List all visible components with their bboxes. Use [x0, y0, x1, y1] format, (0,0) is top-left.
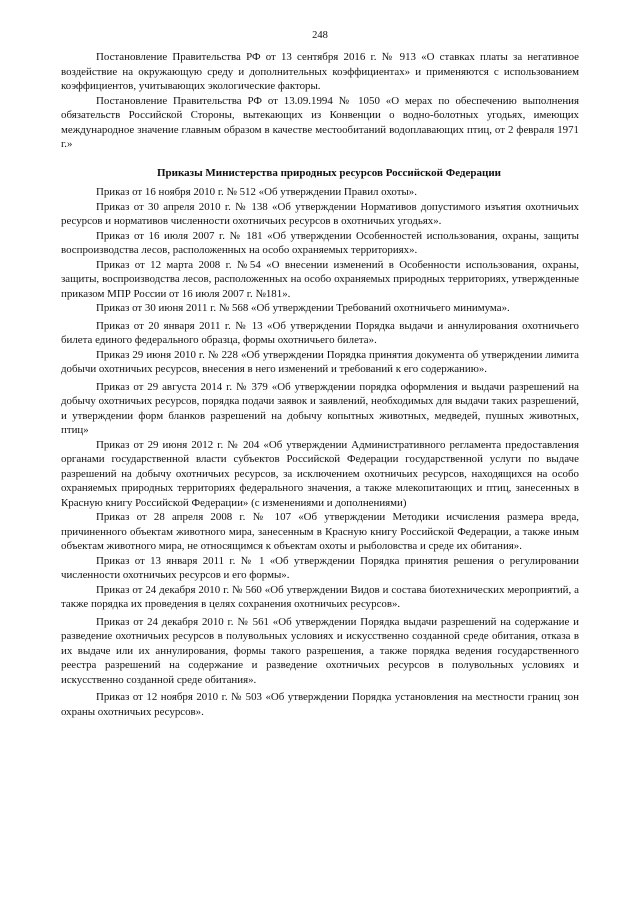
order-item: Приказ от 13 января 2011 г. № 1 «Об утверждении Порядка принятия решения о регулировании численности охотничьих ресурсов и его формы». [61, 554, 579, 581]
order-item: Приказ 29 июня 2010 г. № 228 «Об утверждении Порядка принятия документа об утверждении лимита добычи охотничьих ресурсов, внесения в него изменений и требований к его содержанию». [61, 348, 579, 375]
order-item: Приказ от 30 апреля 2010 г. № 138 «Об утверждении Нормативов допустимого изъятия охотничьих ресурсов и нормативов численности охотничьих ресурсов в охотничьих угодьях». [61, 200, 579, 227]
order-item: Приказ от 24 декабря 2010 г. № 560 «Об утверждении Видов и состава биотехнических мероприятий, а также порядка их проведения в целях сохранения охотничьих ресурсов». [61, 583, 579, 610]
order-item: Приказ от 29 июня 2012 г. № 204 «Об утверждении Административного регламента предоставления органами государственной власти субъектов Российской Федерации государственной услуги по выдаче разрешений на добычу охотничьих ресурсов, за исключением охотничьих ресурсов, находящихся на особо охраняемых природных территориях федерального значения, а также млекопитающих и птиц, занесенных в Красную книгу Российской Федерации» (с изменениями и дополнениями) [61, 438, 579, 509]
order-item: Приказ от 28 апреля 2008 г. № 107 «Об утверждении Методики исчисления размера вреда, причиненного объектам животного мира, занесенным в Красную книгу Российской Федерации, а также иным объектам животного мира, не относящимся к объектам охоты и рыболовства и среде их обитания». [61, 511, 579, 552]
section-heading: Приказы Министерства природных ресурсов Российской Федерации [156, 166, 502, 179]
order-item: Приказ от 16 ноября 2010 г. № 512 «Об утверждении Правил охоты». [96, 186, 417, 198]
order-item: Приказ от 12 ноября 2010 г. № 503 «Об утверждении Порядка установления на местности границ зон охраны охотничьих ресурсов». [61, 691, 579, 718]
order-item: Приказ от 20 января 2011 г. № 13 «Об утверждении Порядка выдачи и аннулирования охотничьего билета единого федерального образца, формы охотничьего билета». [61, 319, 579, 346]
order-item: Приказ от 16 июля 2007 г. № 181 «Об утверждении Особенностей использования, охраны, защиты воспроизводства лесов, расположенных на особо охраняемых территориях». [61, 229, 579, 256]
page-content [61, 50, 579, 719]
intro-paragraph: Постановление Правительства РФ от 13.09.1994 № 1050 «О мерах по обеспечению выполнения обязательств Российской Стороны, вытекающих из Конвенции о водно-болотных угодьях, имеющих международное значение главным образом в качестве местообитаний водоплавающих птиц, от 2 февраля 1971 г.» [61, 94, 579, 150]
order-item: Приказ от 29 августа 2014 г. № 379 «Об утверждении порядка оформления и выдачи разрешений на добычу охотничьих ресурсов, порядка подачи заявок и заявлений, необходимых для выдачи таких разрешений, и утверждении форм бланков разрешений на добычу копытных животных, медведей, пушных животных, птиц» [61, 380, 579, 436]
order-item: Приказ от 24 декабря 2010 г. № 561 «Об утверждении Порядка выдачи разрешений на содержание и разведение охотничьих ресурсов в полувольных условиях и искусственно созданной среде обитания, отказа в их выдаче или их аннулирования, формы такого разрешения, а также порядка ведения государственного реестра разрешений на содержание и разведение охотничьих ресурсов в полувольных условиях и искусственно созданной среде обитания». [61, 615, 579, 686]
order-item: Приказ от 12 марта 2008 г. №54 «О внесении изменений в Особенности использования, охраны, защиты, воспроизводства лесов, расположенных на особо охраняемых природных территориях, утвержденные приказом МПР России от 16 июля 2007 г. №181». [61, 258, 579, 300]
page-number: 248 [312, 30, 328, 41]
order-item: Приказ от 30 июня 2011 г. № 568 «Об утверждении Требований охотничьего минимума». [96, 302, 510, 314]
intro-paragraph: Постановление Правительства РФ от 13 сентября 2016 г. № 913 «О ставках платы за негативное воздействие на окружающую среду и дополнительных коэффициентах» и применяются с использованием коэффициентов, учитывающих экологические факторы. [61, 51, 579, 92]
